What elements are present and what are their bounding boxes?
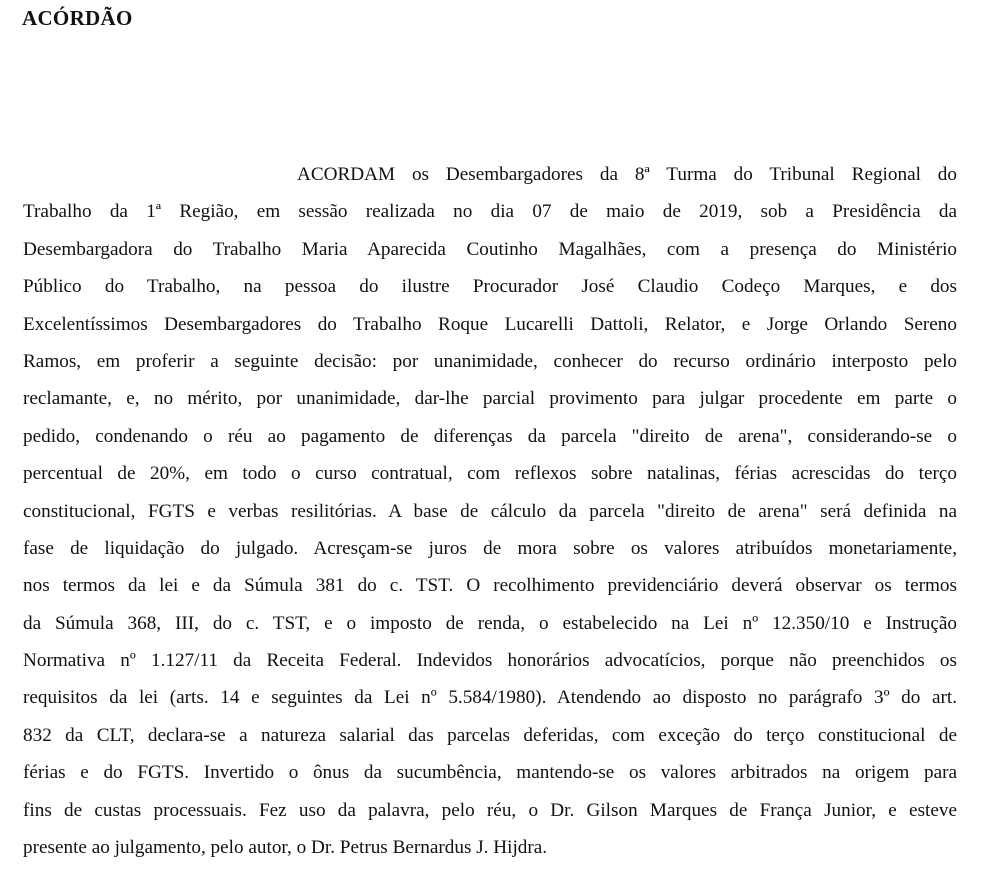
paragraph-line: percentual de 20%, em todo o curso contratual, com reflexos sobre natalinas, férias acrescidas do terço [23,463,957,485]
paragraph-line: pedido, condenando o réu ao pagamento de diferenças da parcela "direito de arena", considerando-se o [23,425,957,447]
paragraph-line: férias e do FGTS. Invertido o ônus da sucumbência, mantendo-se os valores arbitrados na origem para [23,762,957,784]
paragraph-line: Ramos, em proferir a seguinte decisão: por unanimidade, conhecer do recurso ordinário interposto pelo [23,350,957,372]
paragraph-line: reclamante, e, no mérito, por unanimidade, dar-lhe parcial provimento para julgar procedente em parte o [23,388,957,410]
paragraph-line: Desembargadora do Trabalho Maria Aparecida Coutinho Magalhães, com a presença do Ministério [23,238,957,260]
paragraph-line: Excelentíssimos Desembargadores do Trabalho Roque Lucarelli Dattoli, Relator, e Jorge Orlando Sereno [23,313,957,335]
document-heading: ACÓRDÃO [22,6,133,30]
paragraph-line: fase de liquidação do julgado. Acresçam-se juros de mora sobre os valores atribuídos monetariamente, [23,537,957,559]
paragraph-line: 832 da CLT, declara-se a natureza salarial das parcelas deferidas, com exceção do terço constitucional de [23,724,957,746]
paragraph-line: da Súmula 368, III, do c. TST, e o imposto de renda, o estabelecido na Lei nº 12.350/10 e Instrução [23,612,957,634]
paragraph-line: Normativa nº 1.127/11 da Receita Federal. Indevidos honorários advocatícios, porque não preenchidos os [23,650,957,672]
judgment-paragraph [23,156,957,866]
paragraph-line: nos termos da lei e da Súmula 381 do c. TST. O recolhimento previdenciário deverá observar os termos [23,575,957,597]
paragraph-line: Trabalho da 1ª Região, em sessão realizada no dia 07 de maio de 2019, sob a Presidência da [23,201,957,223]
paragraph-line: presente ao julgamento, pelo autor, o Dr. Petrus Bernardus J. Hijdra. [23,837,548,859]
paragraph-line: Público do Trabalho, na pessoa do ilustre Procurador José Claudio Codeço Marques, e dos [23,276,957,298]
paragraph-line: fins de custas processuais. Fez uso da palavra, pelo réu, o Dr. Gilson Marques de França Junior, e esteve [23,799,957,821]
paragraph-line: constitucional, FGTS e verbas resilitórias. A base de cálculo da parcela "direito de arena" será definida na [23,500,957,522]
paragraph-line: requisitos da lei (arts. 14 e seguintes da Lei nº 5.584/1980). Atendendo ao disposto no parágrafo 3º do art. [23,687,957,709]
paragraph-line: ACORDAM os Desembargadores da 8ª Turma do Tribunal Regional do [297,164,957,185]
